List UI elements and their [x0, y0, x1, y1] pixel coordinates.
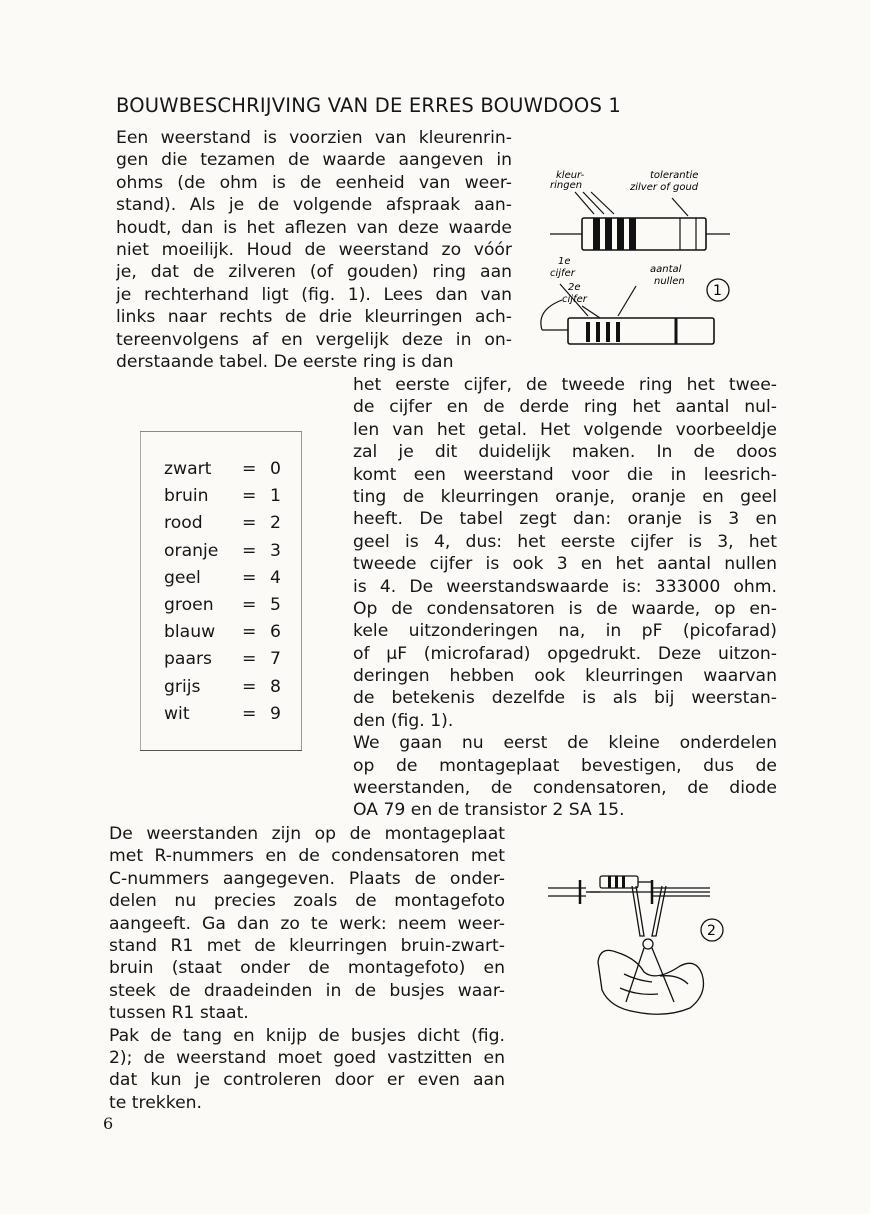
paragraph-mounting: [109, 823, 505, 1114]
text-line: 2); de weerstand moet goed vastzitten en: [109, 1047, 505, 1068]
color-code-name: oranje: [164, 540, 219, 561]
figure-1-resistor-diagram: [520, 160, 740, 360]
text-line: tereenvolgens af en vergelijk deze in on-: [116, 329, 512, 350]
color-code-eq: =: [242, 459, 257, 479]
text-line: den (fig. 1).: [353, 710, 454, 731]
text-line: ting de kleurringen oranje, oranje en geel: [353, 486, 777, 507]
color-code-name: geel: [164, 567, 201, 588]
fig1-label-zeros-2: nullen: [654, 276, 685, 287]
color-code-name: blauw: [164, 622, 216, 643]
text-line: De weerstanden zijn op de montageplaat: [109, 824, 505, 844]
text-line: steek de draadeinden in de busjes waar-: [109, 980, 505, 1001]
fig1-label-second-2: cijfer: [562, 294, 587, 305]
color-code-eq: =: [242, 513, 257, 534]
text-line: Een weerstand is voorzien van kleurenrin-: [116, 128, 512, 148]
color-code-row: [140, 513, 302, 540]
text-line: of μF (microfarad) opgedrukt. Deze uitzon-: [353, 643, 777, 664]
color-code-row: [140, 541, 302, 568]
color-code-value: 1: [270, 486, 281, 507]
text-line: het eerste cijfer, de tweede ring het twee-: [353, 375, 777, 395]
color-code-name: wit: [164, 703, 190, 724]
text-line: kele uitzonderingen na, in pF (picofarad): [353, 621, 777, 642]
color-code-name: paars: [164, 649, 212, 670]
color-code-value: 5: [270, 595, 281, 615]
page-title: BOUWBESCHRIJVING VAN DE ERRES BOUWDOOS 1: [116, 94, 622, 117]
color-code-value: 3: [270, 540, 281, 561]
text-line: links naar rechts de drie kleurringen ach-: [116, 307, 512, 328]
text-line: zal je dit duidelijk maken. In de doos: [353, 442, 777, 463]
color-code-row: [140, 677, 302, 704]
color-code-value: 0: [270, 459, 281, 479]
text-line: tweede cijfer is ook 3 en het aantal nullen: [353, 554, 777, 575]
color-code-row: [140, 622, 302, 649]
fig1-lower-ring-3: [606, 322, 610, 342]
text-line: ohms (de ohm is de eenheid van weer-: [116, 172, 512, 193]
page-number: 6: [103, 1114, 114, 1133]
color-code-name: bruin: [164, 486, 209, 507]
color-code-value: 9: [270, 703, 281, 724]
text-line: deringen hebben ook kleurringen waarvan: [353, 666, 777, 687]
text-line: gen die tezamen de waarde aangeven in: [116, 150, 512, 171]
text-line: derstaande tabel. De eerste ring is dan: [116, 351, 454, 372]
color-code-eq: =: [242, 703, 257, 724]
color-code-row: [140, 459, 302, 486]
fig1-ring-4: [629, 218, 636, 250]
color-code-row: [140, 704, 302, 731]
fig2-ring-1: [608, 876, 611, 888]
color-code-name: rood: [164, 513, 203, 534]
text-line: We gaan nu eerst de kleine onderdelen: [353, 733, 777, 754]
text-line: op de montageplaat bevestigen, dus de: [353, 755, 777, 776]
color-code-value: 4: [270, 567, 281, 588]
color-code-name: grijs: [164, 676, 201, 697]
text-line: stand R1 met de kleurringen bruin-zwart-: [109, 935, 505, 956]
color-code-eq: =: [242, 540, 257, 561]
fig1-label-first-1: 1e: [558, 256, 571, 267]
color-code-row: [140, 649, 302, 676]
text-line: is 4. De weerstandswaarde is: 333000 ohm.: [353, 576, 777, 597]
fig2-ring-2: [615, 876, 618, 888]
color-code-value: 7: [270, 649, 281, 670]
text-line: met R-nummers en de condensatoren met: [109, 846, 505, 867]
text-line: Op de condensatoren is de waarde, op en-: [353, 598, 777, 619]
fig1-lower-ring-4: [616, 322, 620, 342]
fig1-label-second-1: 2e: [568, 282, 581, 293]
figure-2-pliers-drawing: [540, 862, 740, 1022]
color-code-eq: =: [242, 649, 257, 670]
color-code-table: [140, 431, 302, 751]
fig1-ring-1: [593, 218, 600, 250]
text-line: de betekenis dezelfde is als bij weerstan-: [353, 688, 777, 709]
fig2-number: 2: [707, 923, 716, 939]
fig1-label-rings-2: ringen: [550, 180, 583, 191]
color-code-value: 2: [270, 513, 281, 534]
color-code-eq: =: [242, 676, 257, 697]
color-code-name: zwart: [164, 459, 212, 479]
color-code-row: [140, 568, 302, 595]
fig1-lower-ring-2: [596, 322, 600, 342]
paragraph-intro: [116, 127, 512, 373]
color-code-value: 8: [270, 676, 281, 697]
text-line: stand). Als je de volgende afspraak aan-: [116, 195, 512, 216]
text-line: len van het getal. Het volgende voorbeeldje: [353, 419, 777, 440]
text-line: C-nummers aangegeven. Plaats de onder-: [109, 868, 505, 889]
fig1-number: 1: [713, 283, 722, 299]
text-line: de cijfer en de derde ring het aantal nul-: [353, 397, 777, 418]
text-line: te trekken.: [109, 1092, 203, 1113]
text-line: bruin (staat onder de montagefoto) en: [109, 958, 505, 979]
color-code-row: [140, 595, 302, 622]
paragraph-explanation: [353, 374, 777, 822]
text-line: niet moeilijk. Houd de weerstand zo vóór: [116, 239, 512, 260]
text-line: geel is 4, dus: het eerste cijfer is 3, het: [353, 531, 777, 552]
color-code-eq: =: [242, 622, 257, 643]
text-line: je, dat de zilveren (of gouden) ring aan: [116, 262, 512, 283]
fig1-lower-ring-1: [586, 322, 590, 342]
text-line: komt een weerstand voor die in leesrich-: [353, 464, 777, 485]
fig1-label-tolerance-1: tolerantie: [650, 170, 699, 181]
color-code-value: 6: [270, 622, 281, 643]
color-code-eq: =: [242, 567, 257, 588]
text-line: tussen R1 staat.: [109, 1003, 249, 1024]
fig1-ring-2: [605, 218, 612, 250]
text-line: heeft. De tabel zegt dan: oranje is 3 en: [353, 509, 777, 530]
fig1-ring-3: [617, 218, 624, 250]
text-line: delen nu precies zoals de montagefoto: [109, 891, 505, 912]
fig1-label-rings-1: kleur-: [556, 170, 585, 181]
fig1-label-tolerance-2: zilver of goud: [630, 182, 699, 193]
fig2-ring-3: [622, 876, 625, 888]
text-line: dat kun je controleren door er even aan: [109, 1070, 505, 1091]
text-line: houdt, dan is het aflezen van deze waarde: [116, 217, 512, 238]
color-code-name: groen: [164, 595, 214, 615]
text-line: weerstanden, de condensatoren, de diode: [353, 778, 777, 799]
fig1-label-first-2: cijfer: [550, 268, 575, 279]
text-line: je rechterhand ligt (fig. 1). Lees dan van: [116, 284, 512, 305]
text-line: OA 79 en de transistor 2 SA 15.: [353, 800, 625, 821]
fig1-label-zeros-1: aantal: [650, 264, 682, 275]
text-line: Pak de tang en knijp de busjes dicht (fig.: [109, 1025, 505, 1046]
color-code-row: [140, 486, 302, 513]
color-code-eq: =: [242, 595, 257, 615]
text-line: aangeeft. Ga dan zo te werk: neem weer-: [109, 913, 505, 934]
color-code-eq: =: [242, 486, 257, 507]
